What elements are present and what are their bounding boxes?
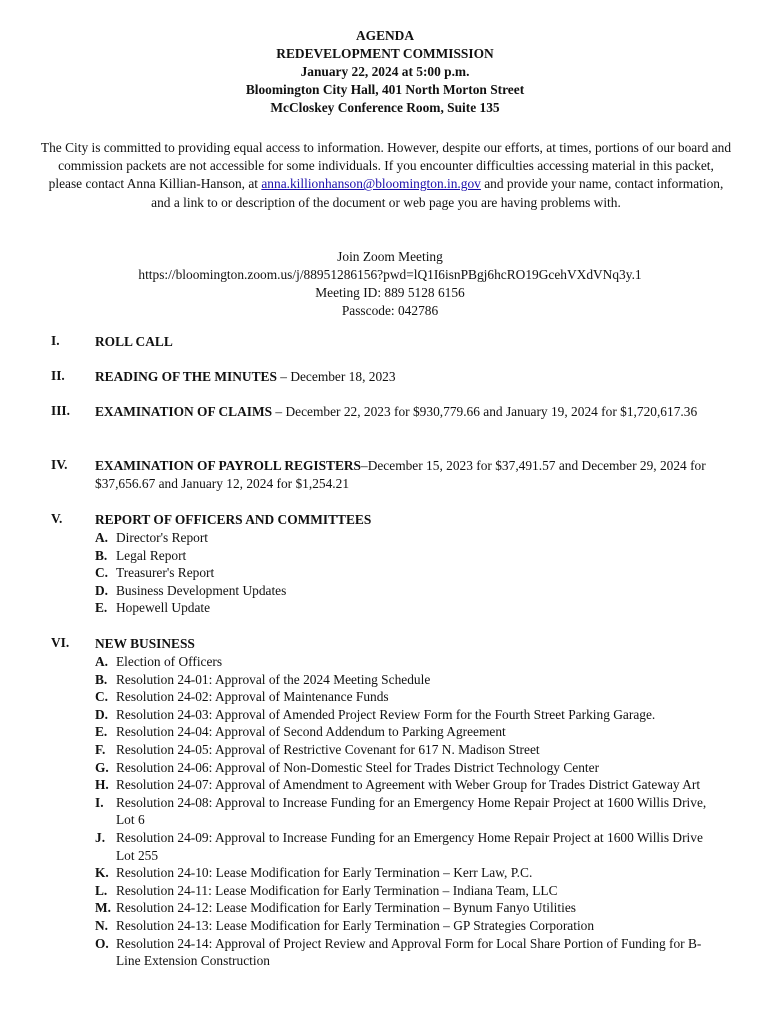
accessibility-notice — [40, 139, 732, 212]
section-detail: –December 15, 2023 for $37,491.57 and December 29, 2024 for $37,656.67 and January 12, 2024 for $1,254.21 — [95, 458, 706, 491]
section-title: READING OF THE MINUTES — [95, 369, 277, 384]
section-number: I. — [51, 333, 60, 348]
list-item: A. Director's Report — [95, 530, 209, 545]
contact-email-link[interactable]: anna.killionhanson@bloomington.in.gov — [261, 176, 481, 192]
report-list — [95, 529, 740, 617]
list-item: B. Resolution 24-01: Approval of the 2024 Meeting Schedule — [95, 671, 431, 687]
section-title: EXAMINATION OF CLAIMS — [95, 404, 273, 419]
section-title: REPORT OF OFFICERS AND COMMITTEES — [95, 512, 372, 527]
section-number: II. — [51, 368, 65, 383]
section-detail: – December 22, 2023 for $930,779.66 and January 19, 2024 for $1,720,617.36 — [272, 404, 698, 419]
list-item: E. Hopewell Update — [95, 600, 211, 616]
zoom-meeting-id: Meeting ID: 889 5128 6156 — [315, 285, 465, 300]
section-number: IV. — [51, 457, 68, 472]
zoom-url[interactable]: https://bloomington.zoom.us/j/88951286156?pwd=lQ1I6isnPBgj6hcRO19GcehVXdVNq3y.1 — [138, 267, 642, 282]
list-item: N. Resolution 24-13: Lease Modification for Early Termination – GP Strategies Corporation — [95, 917, 595, 933]
commission-name: REDEVELOPMENT COMMISSION — [276, 46, 494, 61]
list-item: O. Resolution 24-14: Approval of Project Review and Approval Form for Local Share Portion of Funding for B-Line Extension Construction — [95, 935, 702, 969]
list-item: K. Resolution 24-10: Lease Modification for Early Termination – Kerr Law, P.C. — [95, 865, 533, 881]
notice-text-after: and provide your name, contact information, and a link to or description of the document or web page you are having problems with. — [151, 176, 724, 210]
section-number: III. — [51, 403, 70, 418]
list-item: D. Resolution 24-03: Approval of Amended Project Review Form for the Fourth Street Parking Garage. — [95, 706, 656, 722]
list-item: C. Treasurer's Report — [95, 565, 215, 581]
list-item: G. Resolution 24-06: Approval of Non-Domestic Steel for Trades District Technology Center — [95, 759, 600, 775]
agenda-header — [0, 27, 770, 117]
list-item: I. Resolution 24-08: Approval to Increase Funding for an Emergency Home Repair Project at 1600 Willis Drive, Lot 6 — [95, 794, 707, 828]
meeting-location: Bloomington City Hall, 401 North Morton Street — [245, 82, 525, 97]
meeting-date: January 22, 2024 at 5:00 p.m. — [300, 64, 470, 79]
list-item: B. Legal Report — [95, 547, 187, 563]
zoom-info — [0, 248, 770, 320]
zoom-heading: Join Zoom Meeting — [337, 249, 443, 264]
list-item: H. Resolution 24-07: Approval of Amendment to Agreement with Weber Group for Trades District Gateway Art — [95, 777, 701, 793]
notice-text-before: The City is committed to providing equal access to information. However, despite our efforts, at times, portions of our board and commission packets are not accessible for some individuals. If you encounter difficulties accessing material in this packet, please contact Anna Killian-Hanson, at — [40, 140, 732, 192]
zoom-passcode: Passcode: 042786 — [341, 303, 439, 318]
section-number: V. — [51, 511, 63, 526]
section-detail: – December 18, 2023 — [276, 369, 396, 384]
list-item: L. Resolution 24-11: Lease Modification for Early Termination – Indiana Team, LLC — [95, 882, 558, 898]
list-item: C. Resolution 24-02: Approval of Maintenance Funds — [95, 689, 389, 705]
section-title: EXAMINATION OF PAYROLL REGISTERS — [95, 458, 361, 473]
section-number: VI. — [51, 635, 70, 650]
list-item: E. Resolution 24-04: Approval of Second Addendum to Parking Agreement — [95, 724, 506, 740]
agenda-title: AGENDA — [355, 28, 415, 43]
meeting-room: McCloskey Conference Room, Suite 135 — [270, 100, 500, 115]
list-item: A. Election of Officers — [95, 654, 223, 669]
section-title: ROLL CALL — [95, 334, 173, 349]
section-title: NEW BUSINESS — [95, 636, 195, 651]
new-business-list — [95, 653, 740, 970]
list-item: J. Resolution 24-09: Approval to Increase Funding for an Emergency Home Repair Project at 1600 Willis Drive Lot 255 — [95, 829, 703, 863]
list-item: F. Resolution 24-05: Approval of Restrictive Covenant for 617 N. Madison Street — [95, 741, 540, 757]
list-item: M. Resolution 24-12: Lease Modification for Early Termination – Bynum Fanyo Utilities — [95, 900, 576, 916]
list-item: D. Business Development Updates — [95, 582, 287, 598]
